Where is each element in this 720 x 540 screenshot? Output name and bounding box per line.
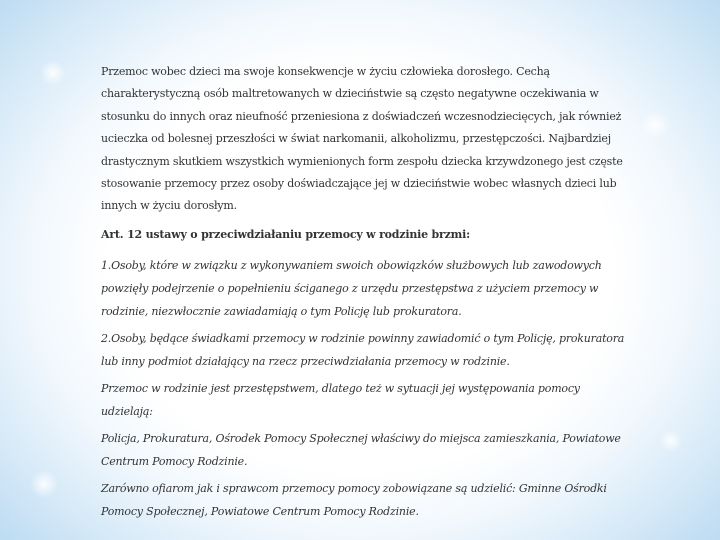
background-sparkle (660, 430, 682, 452)
article-point-2: 2.Osoby, będące świadkami przemocy w rodzinie powinny zawiadomić o tym Policję, prokuratora lub inny podmiot działający na rzecz przeciwdziałania przemocy w rodzinie. (101, 331, 625, 368)
background-sparkle (40, 60, 66, 86)
intro-paragraph: Przemoc wobec dzieci ma swoje konsekwencje w życiu człowieka dorosłego. Cechą charakterystyczną osób maltretowanych w dzieciństwie są często negatywne oczekiwania w stosunku do innych oraz nieufność przeniesiona z doświadczeń wczesnodziecięcych, jak również ucieczka od bolesnej przeszłości w świat narkomanii, alkoholizmu, przestępczości. Najbardziej drastycznym skutkiem wszystkich wymienionych form zespołu dziecka krzywdzonego jest częste stosowanie przemocy przez osoby doświadczające jej w dzieciństwie wobec własnych dzieci lub innych w życiu dorosłym. (101, 65, 623, 213)
article-heading: Art. 12 ustawy o przeciwdziałaniu przemocy w rodzinie brzmi: (101, 227, 470, 241)
institutions-list: Policja, Prokuratura, Ośrodek Pomocy Społecznej właściwy do miejsca zamieszkania, Powiatowe Centrum Pomocy Rodzinie. (101, 431, 621, 468)
victims-help-paragraph: Zarówno ofiarom jak i sprawcom przemocy pomocy zobowiązane są udzielić: Gminne Ośrodki Pomocy Społecznej, Powiatowe Centrum Pomocy Rodzinie. (101, 481, 607, 518)
crime-statement: Przemoc w rodzinie jest przestępstwem, dlatego też w sytuacji jej występowania pomocy udzielają: (101, 381, 580, 418)
background-sparkle (30, 470, 58, 498)
slide-content (101, 61, 629, 527)
article-point-1: 1.Osoby, które w związku z wykonywaniem swoich obowiązków służbowych lub zawodowych powzięły podejrzenie o popełnieniu ściganego z urzędu przestępstwa z użyciem przemocy w rodzinie, niezwłocznie zawiadamiają o tym Policję lub prokuratora. (101, 258, 602, 318)
background-sparkle (640, 110, 670, 140)
